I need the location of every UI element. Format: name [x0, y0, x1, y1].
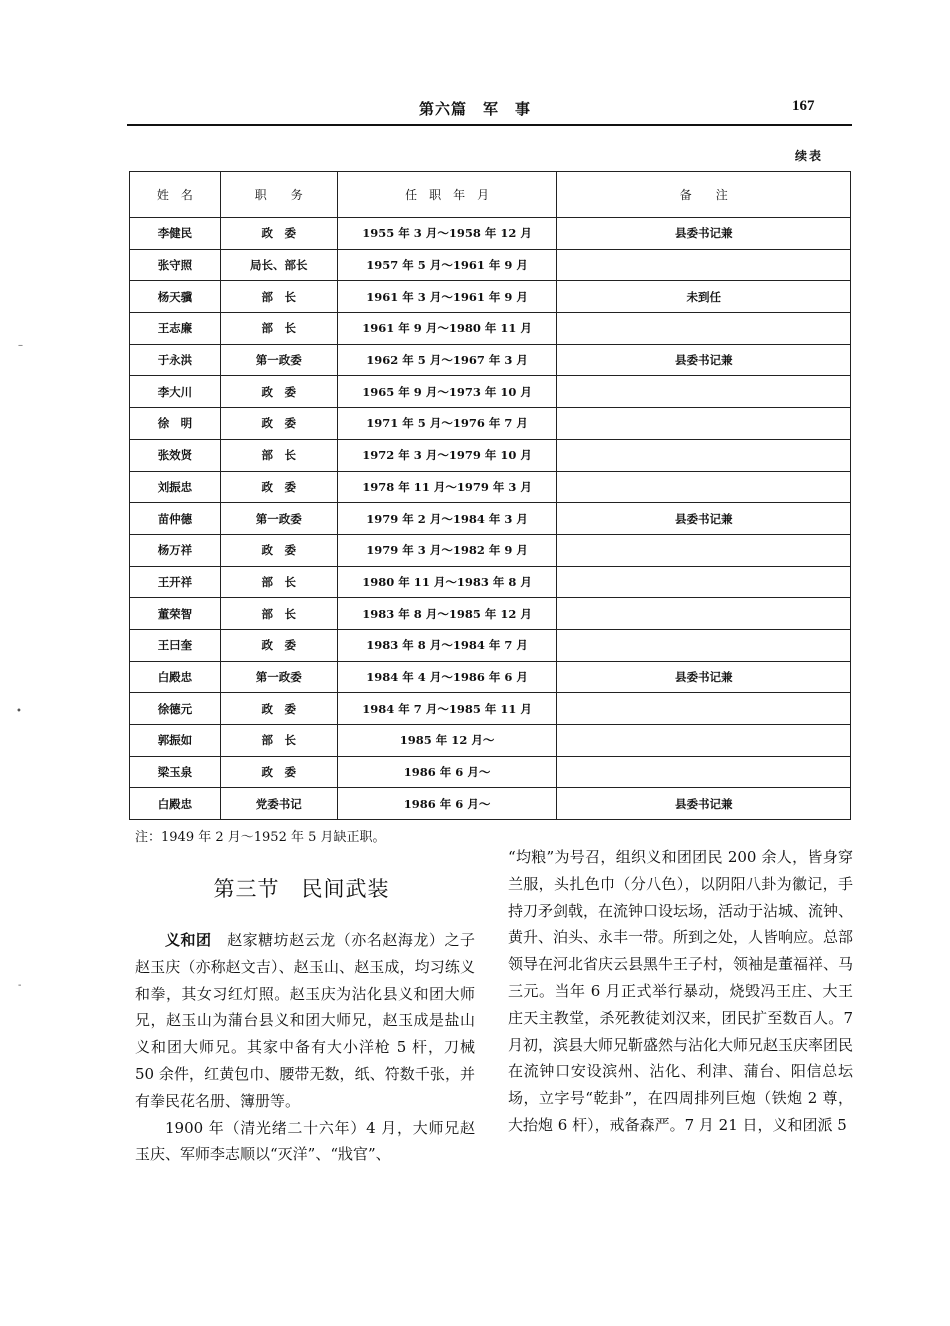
cell-position: 部 长 — [220, 439, 337, 471]
cell-remarks — [557, 313, 851, 345]
cell-tenure: 1984 年 4 月～1986 年 6 月 — [337, 661, 557, 693]
table-row — [130, 503, 851, 535]
cell-name: 梁玉泉 — [130, 756, 221, 788]
cell-name: 杨天骥 — [130, 281, 221, 313]
cell-remarks — [557, 408, 851, 440]
cell-position: 党委书记 — [220, 788, 337, 820]
officers-table — [129, 171, 851, 820]
cell-tenure: 1979 年 3 月～1982 年 9 月 — [337, 534, 557, 566]
table-row — [130, 439, 851, 471]
cell-name: 杨万祥 — [130, 534, 221, 566]
scan-speck: ‐ — [18, 980, 22, 991]
paragraph-1-text: 赵家糖坊赵云龙（亦名赵海龙）之子赵玉庆（亦称赵文吉）、赵玉山、赵玉成，均习练义和拳，其女习红灯照。赵玉庆为沾化县义和团大师兄，赵玉山为蒲台县义和团大师兄，赵玉成是盐山义和团大师兄。其家中备有大小洋枪 5 杆，刀械 50 余件，红黄包巾、腰带无数，纸、符数千张，并有拳民花名册、簿册等。 — [135, 931, 475, 1110]
cell-tenure: 1962 年 5 月～1967 年 3 月 — [337, 344, 557, 376]
cell-remarks — [557, 756, 851, 788]
cell-name: 张守照 — [130, 249, 221, 281]
table-body — [130, 218, 851, 820]
cell-remarks — [557, 693, 851, 725]
cell-tenure: 1986 年 6 月～ — [337, 788, 557, 820]
table-row — [130, 693, 851, 725]
column-header-remarks: 备 注 — [557, 172, 851, 218]
table-row — [130, 218, 851, 250]
table-row — [130, 566, 851, 598]
cell-remarks — [557, 376, 851, 408]
table-row — [130, 408, 851, 440]
cell-name: 苗仲德 — [130, 503, 221, 535]
cell-tenure: 1961 年 9 月～1980 年 11 月 — [337, 313, 557, 345]
cell-name: 王开祥 — [130, 566, 221, 598]
cell-tenure: 1979 年 2 月～1984 年 3 月 — [337, 503, 557, 535]
cell-name: 白殿忠 — [130, 661, 221, 693]
cell-position: 第一政委 — [220, 503, 337, 535]
cell-remarks: 县委书记兼 — [557, 788, 851, 820]
table-note: 注：1949 年 2 月～1952 年 5 月缺正职。 — [135, 830, 386, 845]
table-row — [130, 376, 851, 408]
table-row — [130, 629, 851, 661]
cell-position: 政 委 — [220, 629, 337, 661]
cell-name: 徐 明 — [130, 408, 221, 440]
paragraph-boxer-intro — [135, 927, 475, 1115]
paragraph-2-continued: “均粮”为号召，组织义和团团民 200 余人，皆身穿兰服，头扎色巾（分八色），以阴阳八卦为徽记，手持刀矛剑戟，在流钟口设坛场，活动于沾城、流钟、黄升、泊头、永丰一带。所到之处，人皆响应。总部领导在河北省庆云县黑牛王子村，领袖是董福祥、马三元。当年 6 月正式举行暴动，烧毁冯王庄、大王庄天主教堂，杀死教徒刘汉来，团民扩至数百人。7 月初，滨县大师兄靳盛然与沾化大师兄赵玉庆率团民在流钟口安设滨州、沾化、利津、蒲台、阳信总坛场，立字号“乾卦”，在四周排列巨炮（铁炮 2 尊，大抬炮 6 杆），戒备森严。7 月 21 日，义和团派 5 — [508, 848, 854, 1134]
cell-position: 部 长 — [220, 313, 337, 345]
cell-position: 部 长 — [220, 725, 337, 757]
cell-tenure: 1955 年 3 月～1958 年 12 月 — [337, 218, 557, 250]
cell-tenure: 1972 年 3 月～1979 年 10 月 — [337, 439, 557, 471]
table-row — [130, 598, 851, 630]
table-row — [130, 471, 851, 503]
column-header-tenure: 任 职 年 月 — [337, 172, 557, 218]
cell-remarks: 县委书记兼 — [557, 344, 851, 376]
cell-position: 第一政委 — [220, 661, 337, 693]
cell-name: 张效贤 — [130, 439, 221, 471]
cell-name: 李健民 — [130, 218, 221, 250]
right-text-column — [508, 844, 853, 1139]
cell-name: 李大川 — [130, 376, 221, 408]
cell-name: 徐德元 — [130, 693, 221, 725]
cell-position: 政 委 — [220, 471, 337, 503]
cell-position: 政 委 — [220, 218, 337, 250]
cell-position: 局长、部长 — [220, 249, 337, 281]
cell-position: 政 委 — [220, 756, 337, 788]
cell-remarks — [557, 725, 851, 757]
cell-name: 郭振如 — [130, 725, 221, 757]
cell-tenure: 1978 年 11 月～1979 年 3 月 — [337, 471, 557, 503]
table-row — [130, 249, 851, 281]
run-in-heading: 义和团 — [165, 931, 212, 949]
cell-tenure: 1971 年 5 月～1976 年 7 月 — [337, 408, 557, 440]
cell-tenure: 1961 年 3 月～1961 年 9 月 — [337, 281, 557, 313]
scan-speck: – — [18, 340, 23, 351]
cell-remarks — [557, 249, 851, 281]
table-row — [130, 313, 851, 345]
cell-name: 于永洪 — [130, 344, 221, 376]
table-row — [130, 344, 851, 376]
cell-position: 部 长 — [220, 281, 337, 313]
cell-remarks — [557, 471, 851, 503]
cell-position: 政 委 — [220, 534, 337, 566]
cell-position: 部 长 — [220, 566, 337, 598]
table-row — [130, 788, 851, 820]
cell-remarks — [557, 598, 851, 630]
cell-remarks — [557, 439, 851, 471]
table-header-row — [130, 172, 851, 218]
cell-position: 政 委 — [220, 693, 337, 725]
table-row — [130, 756, 851, 788]
header-rule — [127, 124, 852, 126]
table-row — [130, 661, 851, 693]
cell-tenure: 1985 年 12 月～ — [337, 725, 557, 757]
table-continued-label: 续表 — [795, 149, 824, 163]
section-title: 第三节 民间武装 — [213, 877, 390, 901]
cell-remarks — [557, 534, 851, 566]
cell-tenure: 1965 年 9 月～1973 年 10 月 — [337, 376, 557, 408]
page-number: 167 — [792, 98, 815, 114]
cell-tenure: 1983 年 8 月～1984 年 7 月 — [337, 629, 557, 661]
cell-position: 部 长 — [220, 598, 337, 630]
cell-remarks — [557, 566, 851, 598]
cell-remarks: 县委书记兼 — [557, 503, 851, 535]
cell-name: 王曰奎 — [130, 629, 221, 661]
table-row — [130, 281, 851, 313]
cell-position: 政 委 — [220, 408, 337, 440]
column-header-position: 职 务 — [220, 172, 337, 218]
cell-tenure: 1980 年 11 月～1983 年 8 月 — [337, 566, 557, 598]
column-header-name: 姓 名 — [130, 172, 221, 218]
cell-tenure: 1957 年 5 月～1961 年 9 月 — [337, 249, 557, 281]
left-text-column — [135, 927, 475, 1168]
cell-tenure: 1984 年 7 月～1985 年 11 月 — [337, 693, 557, 725]
cell-name: 白殿忠 — [130, 788, 221, 820]
cell-position: 政 委 — [220, 376, 337, 408]
page-header-title: 第六篇 军 事 — [418, 100, 531, 118]
table-row — [130, 725, 851, 757]
cell-name: 董荣智 — [130, 598, 221, 630]
cell-position: 第一政委 — [220, 344, 337, 376]
paragraph-2-start: 1900 年（清光绪二十六年）4 月，大师兄赵玉庆、军师李志顺以“灭洋”、“戕官”、 — [135, 1118, 475, 1164]
table-row — [130, 534, 851, 566]
cell-tenure: 1986 年 6 月～ — [337, 756, 557, 788]
scan-speck: • — [16, 706, 22, 717]
cell-tenure: 1983 年 8 月～1985 年 12 月 — [337, 598, 557, 630]
cell-remarks — [557, 629, 851, 661]
cell-name: 王志廉 — [130, 313, 221, 345]
cell-name: 刘振忠 — [130, 471, 221, 503]
cell-remarks: 县委书记兼 — [557, 218, 851, 250]
cell-remarks: 县委书记兼 — [557, 661, 851, 693]
cell-remarks: 未到任 — [557, 281, 851, 313]
